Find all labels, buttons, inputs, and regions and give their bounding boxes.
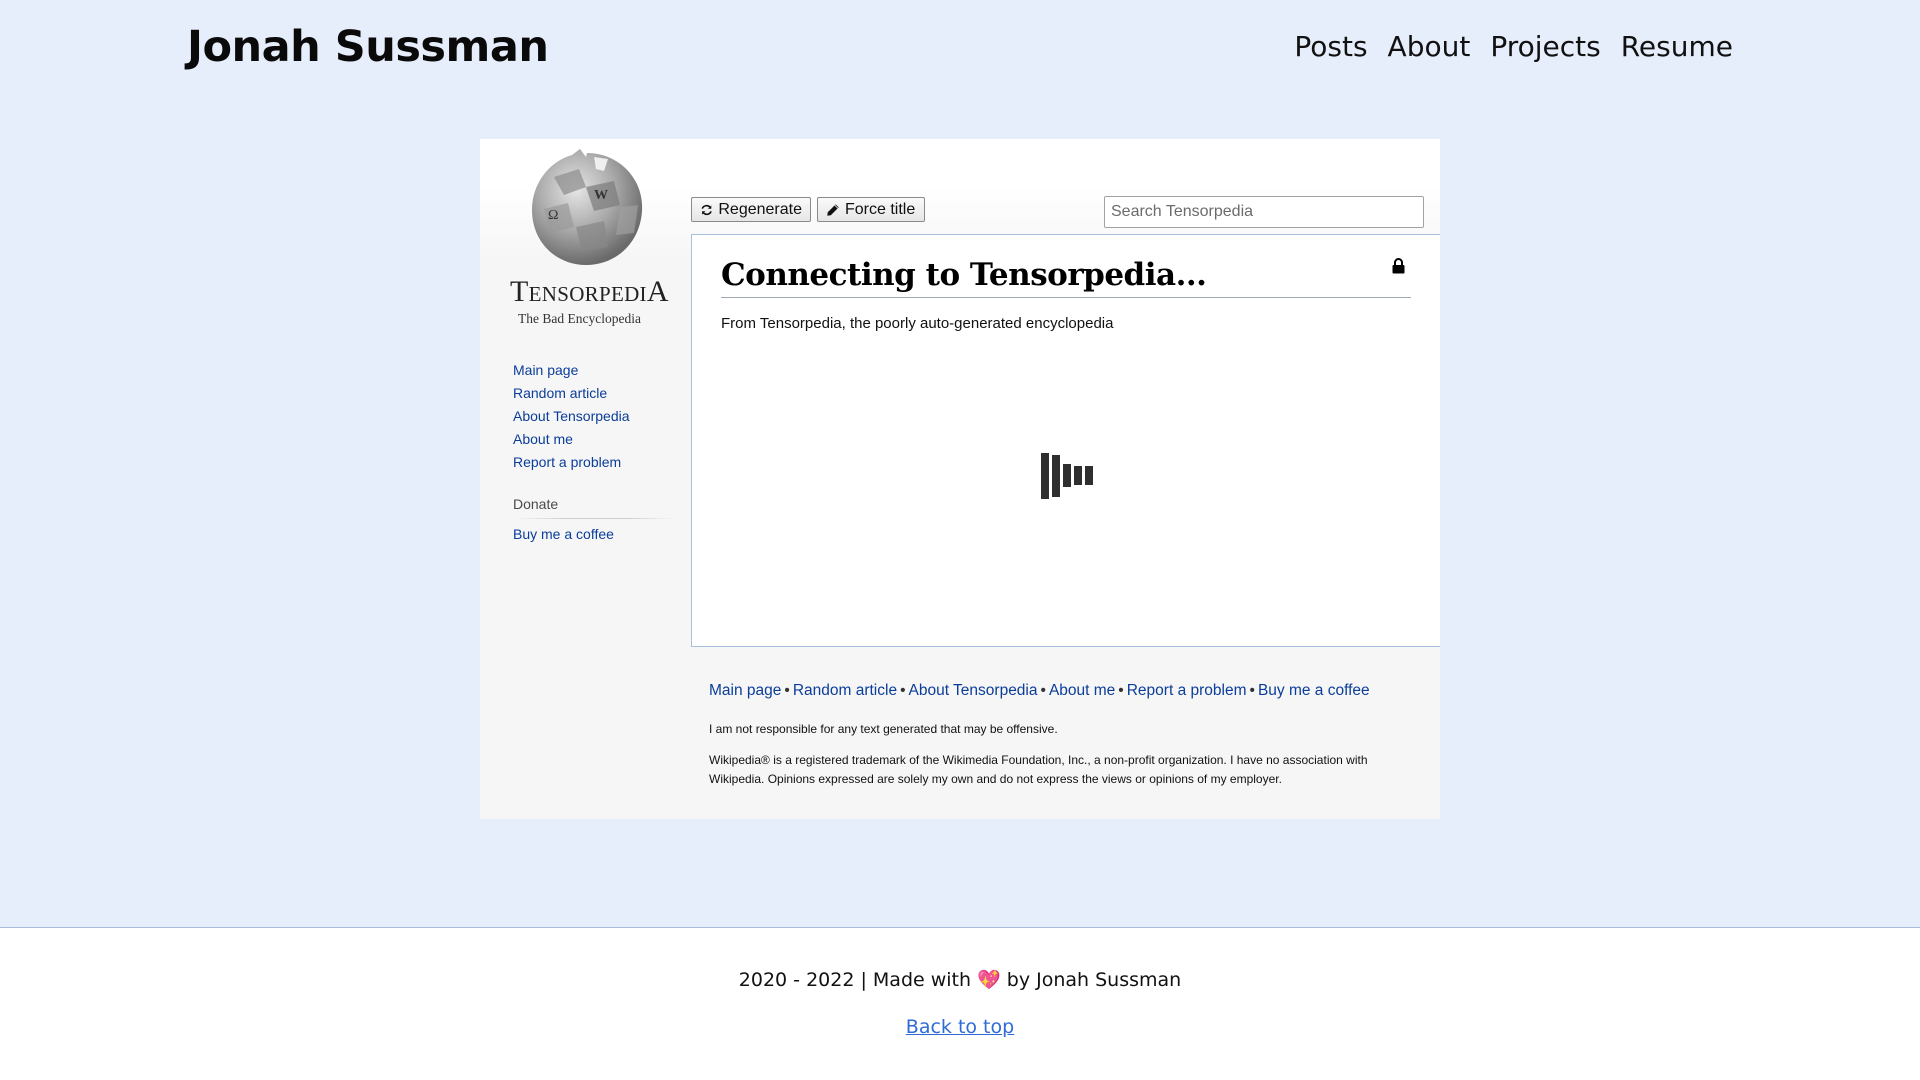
article-title: Connecting to Tensorpedia... xyxy=(721,257,1411,298)
sidebar xyxy=(513,359,673,546)
nav-about[interactable]: About xyxy=(1387,30,1471,63)
footer-about-tensorpedia[interactable]: About Tensorpedia xyxy=(908,682,1038,699)
sidebar-about-tensorpedia[interactable]: About Tensorpedia xyxy=(513,408,630,424)
article-content xyxy=(691,234,1440,647)
trademark-text: Wikipedia® is a registered trademark of the Wikimedia Foundation, Inc., a non-profit organization. I have no association with Wikipedia. Opinions expressed are solely my own and do not express the views or opinions of my employer. xyxy=(709,753,1368,786)
site-nav xyxy=(1294,30,1733,63)
sidebar-donate-heading: Donate xyxy=(513,493,673,519)
site-header xyxy=(0,0,1920,100)
back-to-top-wrap xyxy=(0,1016,1920,1038)
site-title-link[interactable]: Jonah Sussman xyxy=(187,22,549,72)
sidebar-random-article[interactable]: Random article xyxy=(513,385,608,401)
article-tagline: From Tensorpedia, the poorly auto-generated encyclopedia xyxy=(721,315,1114,332)
sidebar-buy-coffee[interactable]: Buy me a coffee xyxy=(513,526,614,542)
sidebar-main-page[interactable]: Main page xyxy=(513,362,579,378)
copyright-text: 2020 - 2022 | Made with 💖 by Jonah Sussman xyxy=(738,969,1182,991)
logo-subtitle: The Bad Encyclopedia xyxy=(518,311,641,326)
footer-report-problem[interactable]: Report a problem xyxy=(1126,682,1247,699)
separator: • xyxy=(1249,682,1255,699)
force-title-label: Force title xyxy=(845,200,916,218)
pencil-icon xyxy=(826,203,840,217)
footer-main-page[interactable]: Main page xyxy=(709,682,782,699)
nav-resume[interactable]: Resume xyxy=(1620,30,1733,63)
site-footer xyxy=(0,927,1920,1080)
svg-text:Ω: Ω xyxy=(548,208,559,223)
footer-buy-coffee[interactable]: Buy me a coffee xyxy=(1257,682,1370,699)
nav-posts[interactable]: Posts xyxy=(1294,30,1368,63)
disclaimer-text: I am not responsible for any text generated that may be offensive. xyxy=(709,722,1058,736)
tensorpedia-embed xyxy=(480,139,1440,819)
force-title-button[interactable] xyxy=(817,197,925,222)
separator: • xyxy=(784,682,790,699)
back-to-top-link[interactable]: Back to top xyxy=(905,1016,1015,1038)
separator: • xyxy=(1040,682,1046,699)
footer-about-me[interactable]: About me xyxy=(1048,682,1116,699)
sidebar-report-problem[interactable]: Report a problem xyxy=(513,454,622,470)
search-input[interactable] xyxy=(1104,196,1424,228)
sidebar-about-me[interactable]: About me xyxy=(513,431,573,447)
logo-title: TENSORPEDIA xyxy=(510,275,669,308)
loading-spinner-icon xyxy=(1041,453,1097,501)
tensorpedia-logo[interactable] xyxy=(508,147,669,326)
regenerate-button[interactable] xyxy=(691,197,811,222)
nav-projects[interactable]: Projects xyxy=(1490,30,1601,63)
regenerate-label: Regenerate xyxy=(718,200,802,218)
footer-links xyxy=(709,682,1429,700)
svg-text:W: W xyxy=(594,188,608,203)
separator: • xyxy=(1118,682,1124,699)
refresh-icon xyxy=(700,203,713,217)
separator: • xyxy=(900,682,906,699)
footer-random-article[interactable]: Random article xyxy=(792,682,898,699)
globe-puzzle-icon xyxy=(524,147,650,269)
tensorpedia-footer xyxy=(709,682,1429,789)
